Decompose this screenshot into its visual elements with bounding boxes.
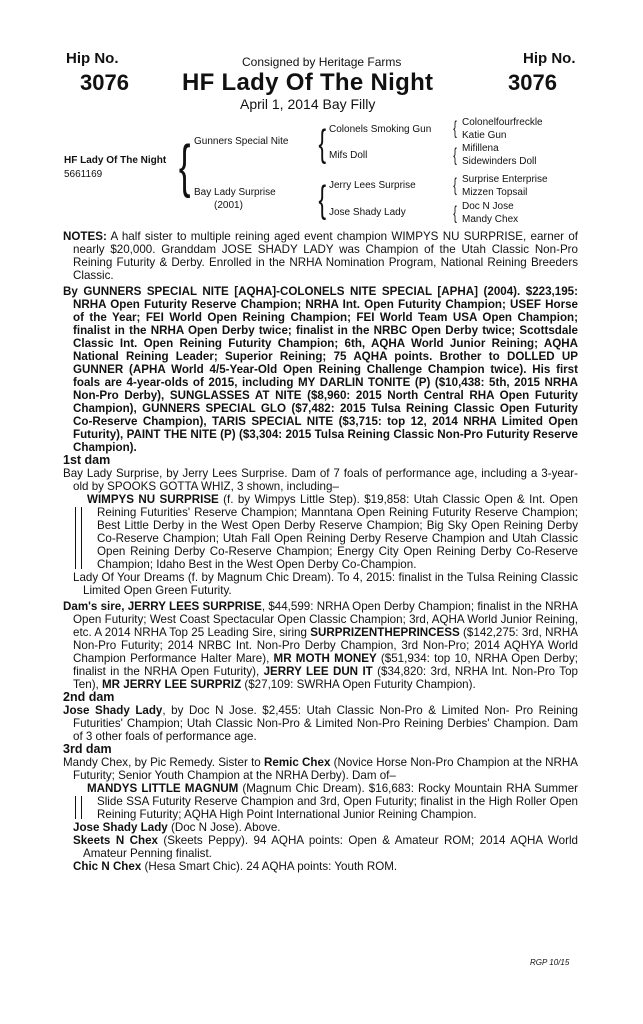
foal-name: Chic N Chex <box>73 860 142 873</box>
offspring-name: MR JERRY LEE SURPRIZ <box>102 678 242 691</box>
notes-paragraph <box>63 230 578 282</box>
pedigree-g8: Mandy Chex <box>462 214 519 225</box>
pedigree-g4: Sidewinders Doll <box>462 156 537 167</box>
hip-number-right: 3076 <box>508 70 557 95</box>
pedigree-dam-sire: Jerry Lees Surprise <box>329 180 416 191</box>
pedigree-sire: Gunners Special Nite <box>194 136 289 147</box>
hip-number-left: 3076 <box>80 70 129 95</box>
offspring-name: JERRY LEE DUN IT <box>263 665 373 678</box>
registration-number: 5661169 <box>64 169 103 180</box>
second-dam-heading: 2nd dam <box>63 690 115 704</box>
pedigree-brace-g4: { <box>453 203 457 223</box>
pedigree-g1: Colonelfourfreckle <box>462 117 543 128</box>
pedigree-brace-dam: { <box>318 179 327 221</box>
sibling-record: (Novice Horse Non-Pro Champion at the NRHA Futurity; Senior Youth Champion at the NRHA Derby). Dam of– <box>73 756 578 782</box>
offspring-name: MR MOTH MONEY <box>273 652 377 665</box>
pedigree-g7: Doc N Jose <box>462 201 514 212</box>
first-dam-heading: 1st dam <box>63 453 111 467</box>
horse-name-title: HF Lady Of The Night <box>182 69 434 96</box>
notes-label: NOTES: <box>63 230 107 243</box>
dams-sire-paragraph <box>63 600 578 691</box>
pedigree-g3: Mifillena <box>462 143 499 154</box>
foal-name: Jose Shady Lady <box>73 821 168 834</box>
offspring-record: ($142,275: 3rd, NRHA Non-Pro Futurity; 2014 NRBC Int. Non-Pro Derby Champion, 3rd Non-Pro; 2014 AQHYA World Champion Performance Halter Mare), <box>73 626 578 665</box>
foal-record: (Hesa Smart Chic). 24 AQHA points: Youth ROM. <box>141 860 398 873</box>
offspring-record: ($51,934: top 10, NRHA Open Derby; finalist in the NRHA Open Futurity), <box>73 652 578 678</box>
dams-sire-label: Dam's sire, <box>63 600 128 613</box>
footer-code: RGP 10/15 <box>530 958 570 967</box>
pedigree-brace-g2: { <box>453 145 457 165</box>
offspring-record: ($27,109: SWRHA Open Futurity Champion). <box>241 678 476 691</box>
pedigree-brace-sire: { <box>318 123 327 165</box>
second-dam-paragraph <box>63 704 578 743</box>
pedigree-brace-g1: { <box>453 118 457 138</box>
offspring-name: SURPRIZENTHEPRINCESS <box>310 626 460 639</box>
third-dam-intro <box>63 756 578 782</box>
catalog-body <box>63 230 578 873</box>
foal-record: (f. by Wimpys Little Step). $19,858: Utah Classic Open & Int. Open Reining Futurities' Reserve Champion; Manntana Open Reining Futurity Reserve Champion; Best Little Derby in the West Open Derby Reserve Champion; Big Sky Open Reining Derby Co-Reserve Champion; Utah Fall Open Reining Derby Reserve Champion and Utah Classic Open Reining Derby Co-Reserve Champion; Energy City Open Reining Derby Co-Reserve Champion; Idaho Best in the West Open Derby Co-Champion. <box>97 493 579 571</box>
third-dam-foal-1 <box>63 782 578 821</box>
foal-record: (Magnum Chic Dream). $16,683: Rocky Mountain RHA Summer Slide SSA Futurity Reserve Champion and 3rd, Open Futurity; finalist in the High Roller Open Reining Futurity; AQHA High Point International Junior Reining Champion. <box>97 782 579 821</box>
foal-name: WIMPYS NU SURPRISE <box>87 493 219 506</box>
second-dam-text: , by Doc N Jose. $2,455: Utah Classic Non-Pro & Limited Non- Pro Reining Futurities' Champion; Utah Classic Non-Pro & Limited Non-Pro Reining Derbies' Champion. Dam of 3 other foals of performance age. <box>73 704 578 743</box>
black-type-bars <box>75 507 82 569</box>
pedigree-g2: Katie Gun <box>462 130 507 141</box>
pedigree-g6: Mizzen Topsail <box>462 187 528 198</box>
second-dam-name: Jose Shady Lady <box>63 704 163 717</box>
dams-sire-name: JERRY LEES SURPRISE <box>127 600 262 613</box>
pedigree-sire-dam: Mifs Doll <box>329 150 368 161</box>
first-dam-intro: Bay Lady Surprise, by Jerry Lees Surprise. Dam of 7 foals of performance age, including a 3-year-old by SPOOKS GOTTA WHIZ, 3 shown, including– <box>63 467 578 493</box>
sire-paragraph: By GUNNERS SPECIAL NITE [AQHA]-COLONELS NITE SPECIAL [APHA] (2004). $223,195: NRHA Open Futurity Reserve Champion; NRHA Int. Open Futurity Champion; USEF Horse of the Year; FEI World Open Reining Champion; FEI World Team USA Open Champion; finalist in the NRHA Open Derby twice; finalist in the NRBC Open Derby twice; Scottsdale Classic Int. Open Reining Futurity Champion; 6th, AQHA World Junior Reining; AQHA National Reining Leader; Superior Reining; 75 AQHA points. Brother to DOLLED UP GUNNER (APHA World 4/5-Year-Old Open Reining Challenge Champion twice). His first foals are 4-year-olds of 2015, including MY DARLIN TONITE (P) ($10,438: 5th, 2015 NRHA Non-Pro Derby), SUNGLASSES AT NITE ($8,960: 2015 North Central RHA Open Futurity Champion), GUNNERS SPECIAL GLO ($7,482: 2015 Tulsa Reining Classic Open Futurity Co-Reserve Champion), TARIS SPECIAL NITE ($3,715: top 12, 2014 NRHA Limited Open Futurity), PAINT THE NITE (P) ($3,304: 2015 Tulsa Reining Classic Non-Pro Futurity Reserve Champion). <box>63 285 578 454</box>
hip-label-left: Hip No. <box>66 50 119 67</box>
pedigree-brace-g3: { <box>453 175 457 195</box>
birth-info: April 1, 2014 Bay Filly <box>240 96 376 112</box>
first-dam-foal-2: Lady Of Your Dreams (f. by Magnum Chic Dream). To 4, 2015: finalist in the Tulsa Reining Classic Limited Open Green Futurity. <box>73 571 578 597</box>
third-dam-heading: 3rd dam <box>63 742 112 756</box>
pedigree-g5: Surprise Enterprise <box>462 174 548 185</box>
pedigree-sire-sire: Colonels Smoking Gun <box>329 124 432 135</box>
pedigree-dam-year: (2001) <box>214 200 243 211</box>
sibling-name: Remic Chex <box>264 756 331 769</box>
pedigree-dam: Bay Lady Surprise <box>194 187 276 198</box>
third-dam-foal-4 <box>63 860 578 873</box>
foal-record: (Skeets Peppy). 94 AQHA points: Open & Amateur ROM; 2014 AQHA World Amateur Penning finalist. <box>83 834 578 860</box>
black-type-bars <box>75 796 82 819</box>
first-dam-foal-1 <box>63 493 578 571</box>
offspring-record: ($34,820: 3rd, NRHA Int. Non-Pro Top Ten), <box>73 665 578 691</box>
notes-text: A half sister to multiple reining aged event champion WIMPYS NU SURPRISE, earner of nearly $20,000. Granddam JOSE SHADY LADY was Champion of the Utah Classic Non-Pro Reining Futurity & Derby. Enrolled in the NRHA Nomination Program, National Reining Breeders Classic. <box>73 230 578 282</box>
foal-name: Skeets N Chex <box>73 834 158 847</box>
foal-record: (Doc N Jose). Above. <box>167 821 281 834</box>
foal-name: MANDYS LITTLE MAGNUM <box>87 782 239 795</box>
third-dam-text: Mandy Chex, by Pic Remedy. Sister to <box>63 756 264 769</box>
dams-sire-text: , $44,599: NRHA Open Derby Champion; finalist in the NRHA Open Futurity; West Coast Spectacular Open Classic Champion; 3rd, AQHA World Junior Reining, etc. A 2014 NRHA Top 25 Leading Sire, siring <box>73 600 578 639</box>
pedigree-brace-main: { <box>178 134 191 199</box>
pedigree-dam-dam: Jose Shady Lady <box>329 207 406 218</box>
hip-label-right: Hip No. <box>523 50 576 67</box>
consignor: Consigned by Heritage Farms <box>242 55 402 69</box>
pedigree-subject: HF Lady Of The Night <box>64 155 167 166</box>
third-dam-foal-2 <box>63 821 578 834</box>
third-dam-foal-3 <box>63 834 578 860</box>
